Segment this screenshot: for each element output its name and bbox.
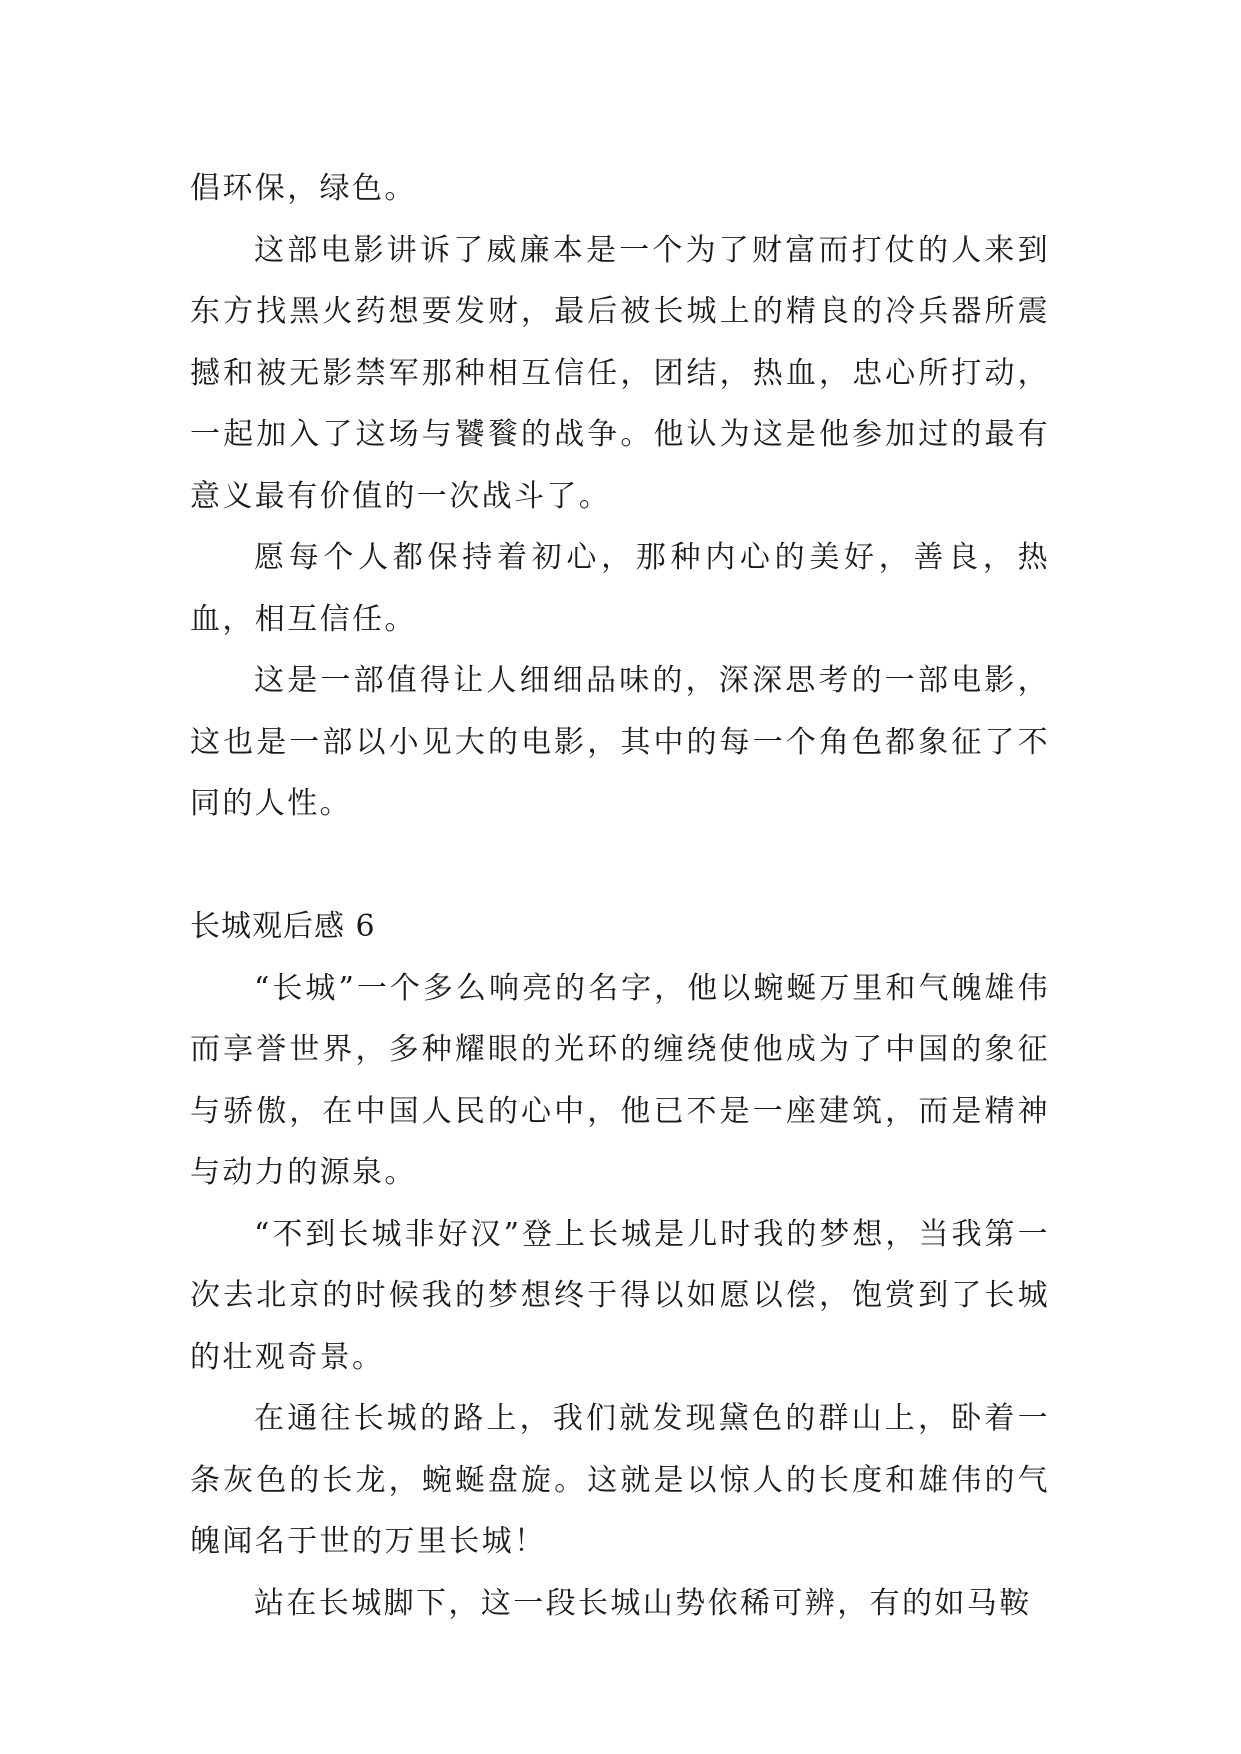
paragraph-continuation: 倡环保，绿色。: [190, 171, 417, 206]
paragraph-on-the-road: 在通往长城的路上，我们就发现黛色的群山上，卧着一条灰色的长龙，蜿蜒盘旋。这就是以惊人的长度和雄伟的气魄闻名于世的万里长城！: [190, 1401, 1050, 1559]
paragraph-childhood-dream: “不到长城非好汉”登上长城是儿时我的梦想，当我第一次去北京的时候我的梦想终于得以如愿以偿，饱赏到了长城的壮观奇景。: [190, 1216, 1050, 1375]
paragraph-conclusion: 这是一部值得让人细细品味的，深深思考的一部电影，这也是一部以小见大的电影，其中的每一个角色都象征了不同的人性。: [190, 663, 1050, 821]
paragraph-movie-summary: 这部电影讲诉了威廉本是一个为了财富而打仗的人来到东方找黑火药想要发财，最后被长城上的精良的冷兵器所震撼和被无影禁军那种相互信任，团结，热血，忠心所打动，一起加入了这场与饕餮的战争。他认为这是他参加过的最有意义最有价值的一次战斗了。: [190, 232, 1050, 514]
paragraph-wish: 愿每个人都保持着初心，那种内心的美好，善良，热血，相互信任。: [190, 540, 1050, 637]
paragraph-great-wall-intro: “长城”一个多么响亮的名字，他以蜿蜒万里和气魄雄伟而享誉世界，多种耀眼的光环的缠绕使他成为了中国的象征与骄傲，在中国人民的心中，他已不是一座建筑，而是精神与动力的源泉。: [190, 970, 1050, 1190]
paragraph-at-the-foot: 站在长城脚下，这一段长城山势依稀可辨，有的如马鞍: [254, 1585, 1032, 1621]
section-title: 长城观后感 6: [190, 909, 376, 944]
document-body: [190, 158, 1050, 1634]
